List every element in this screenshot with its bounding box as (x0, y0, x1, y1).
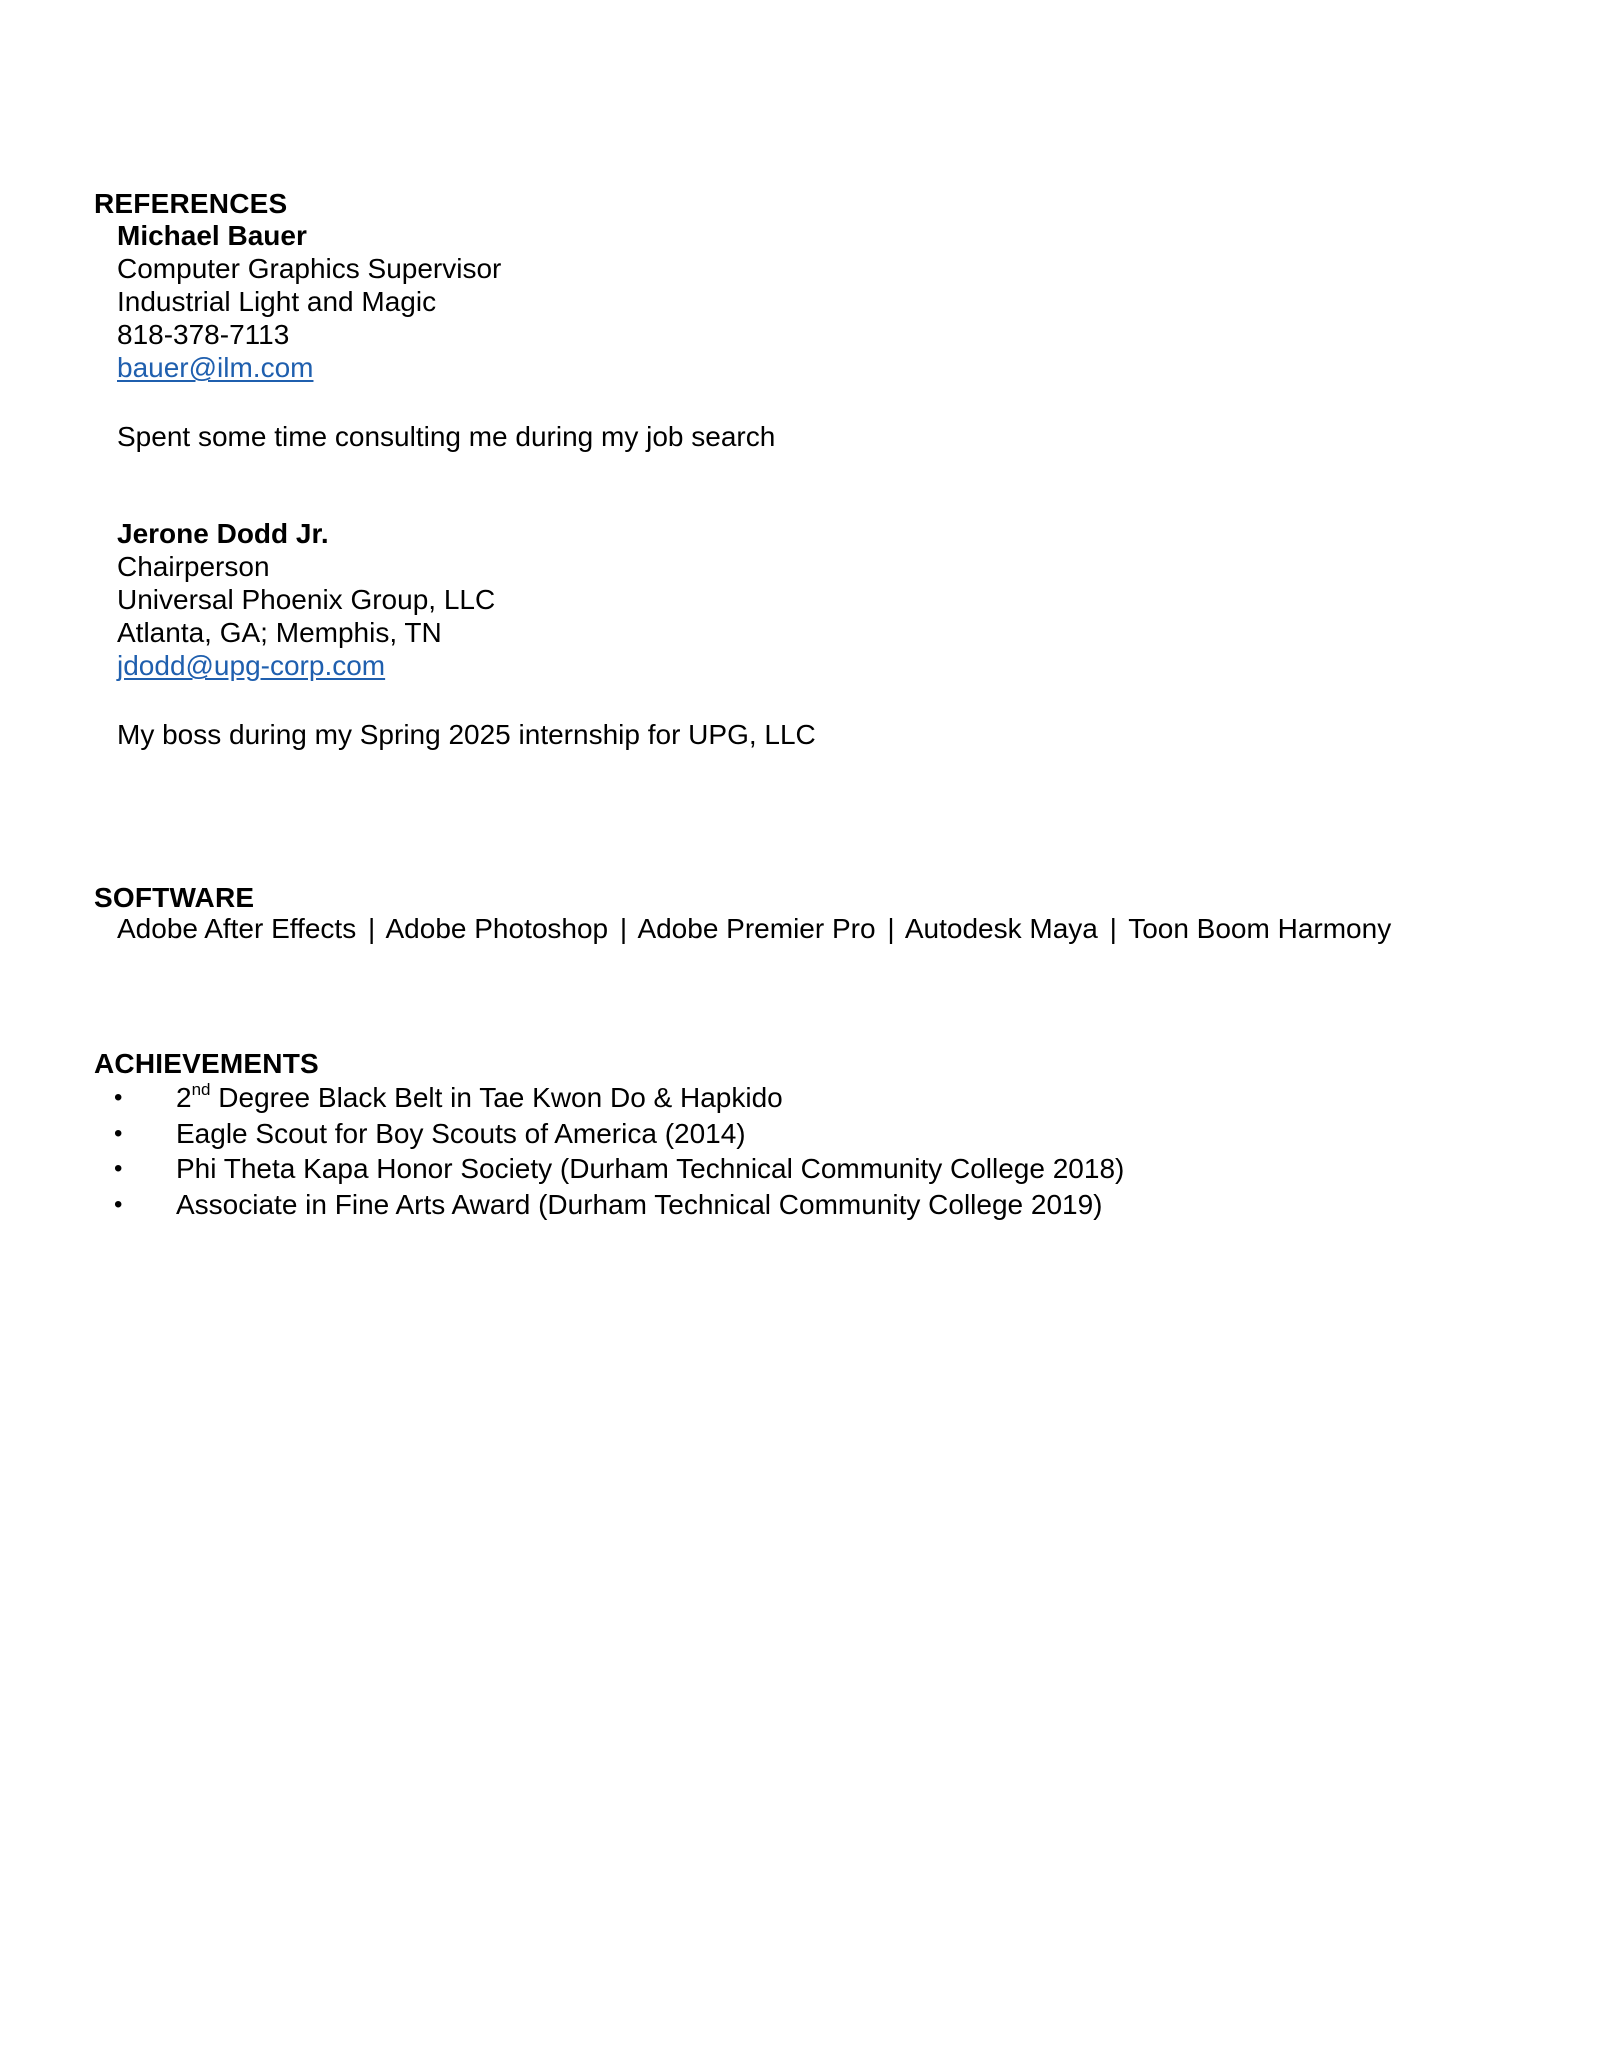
bullet-icon: • (114, 1084, 123, 1111)
achievements-heading: ACHIEVEMENTS (94, 1048, 319, 1079)
achievement-rest: Degree Black Belt in Tae Kwon Do & Hapkido (210, 1082, 783, 1113)
reference-phone: 818-378-7113 (117, 319, 290, 350)
reference-email-link[interactable]: jdodd@upg-corp.com (117, 650, 386, 681)
reference-location: Atlanta, GA; Memphis, TN (117, 617, 442, 648)
reference-name: Michael Bauer (117, 220, 307, 251)
software-item: Autodesk Maya (904, 913, 1098, 944)
reference-note: My boss during my Spring 2025 internship for UPG, LLC (117, 719, 816, 750)
achievement-text: Associate in Fine Arts Award (Durham Technical Community College 2019) (176, 1188, 1103, 1220)
reference-name: Jerone Dodd Jr. (117, 518, 329, 549)
software-list (117, 912, 1391, 945)
reference-title: Computer Graphics Supervisor (117, 253, 502, 284)
reference-jerone-dodd (117, 517, 495, 682)
references-heading: REFERENCES (94, 188, 288, 219)
software-separator: | (887, 913, 895, 944)
reference-michael-bauer (117, 219, 501, 384)
ordinal-number: 2 (176, 1082, 192, 1113)
software-heading: SOFTWARE (94, 882, 255, 913)
software-item: Toon Boom Harmony (1128, 913, 1392, 944)
reference-company: Universal Phoenix Group, LLC (117, 584, 496, 615)
achievement-text (176, 1080, 783, 1116)
software-separator: | (367, 913, 376, 944)
reference-note: Spent some time consulting me during my job search (117, 421, 776, 452)
achievement-text: Phi Theta Kapa Honor Society (Durham Technical Community College 2018) (176, 1153, 1125, 1184)
reference-company: Industrial Light and Magic (117, 286, 437, 317)
software-separator: | (1109, 913, 1117, 944)
software-item: Adobe After Effects (117, 913, 357, 944)
ordinal-suffix: nd (191, 1079, 211, 1099)
achievement-text: Eagle Scout for Boy Scouts of America (2014) (176, 1117, 746, 1149)
bullet-icon: • (114, 1119, 123, 1147)
software-separator: | (619, 913, 628, 944)
reference-title: Chairperson (117, 551, 270, 582)
software-item: Adobe Photoshop (385, 913, 609, 944)
software-item: Adobe Premier Pro (637, 913, 876, 944)
bullet-icon: • (114, 1155, 123, 1182)
reference-email-link[interactable]: bauer@ilm.com (117, 352, 314, 383)
bullet-icon: • (114, 1190, 123, 1218)
